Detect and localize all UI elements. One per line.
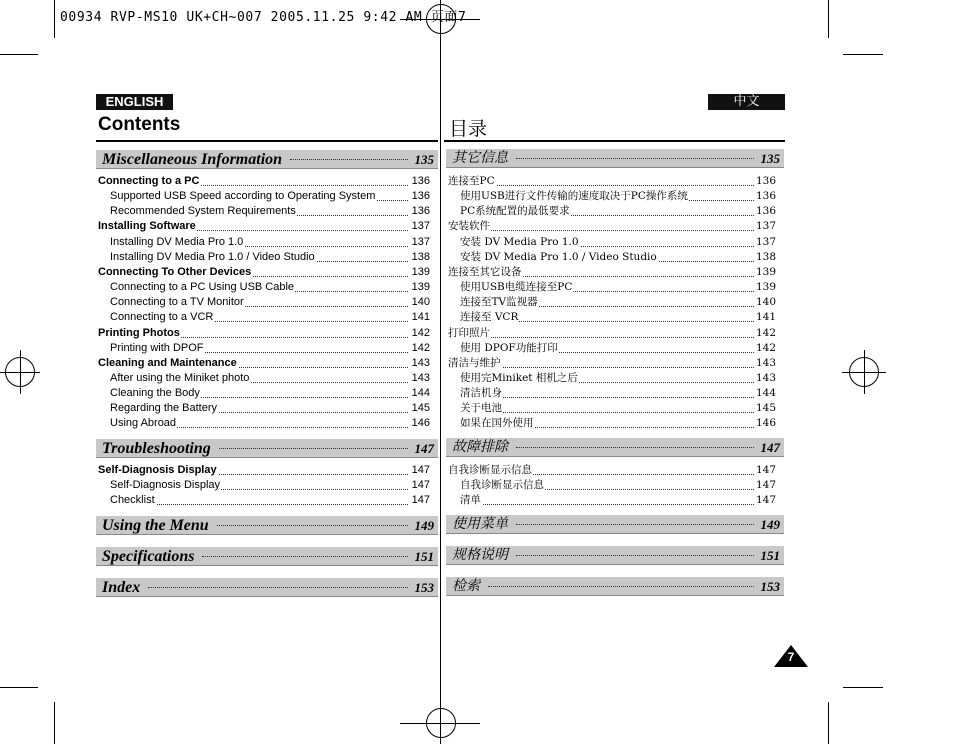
toc-entry-page: 147 bbox=[755, 494, 776, 507]
toc-entry-page: 136 bbox=[411, 175, 430, 187]
section-title: 使用菜单 bbox=[452, 516, 508, 532]
toc-entry-label: 使用USB进行文件传输的速度取决于PC操作系统 bbox=[460, 190, 688, 203]
section-page: 149 bbox=[414, 518, 434, 533]
toc-entry[interactable] bbox=[448, 219, 776, 234]
toc-entry-page: 139 bbox=[755, 265, 776, 278]
toc-entry[interactable] bbox=[110, 295, 430, 310]
toc-entry-page: 141 bbox=[755, 311, 776, 324]
section-page: 147 bbox=[414, 441, 434, 456]
toc-entry-page: 143 bbox=[755, 371, 776, 384]
section-leader-dots bbox=[290, 159, 408, 160]
section-header[interactable] bbox=[96, 439, 438, 458]
toc-entry-page: 145 bbox=[411, 402, 430, 415]
chinese-badge: 中文 bbox=[708, 94, 785, 110]
toc-entry-label: 安装 DV Media Pro 1.0 bbox=[460, 235, 579, 248]
toc-entry-label: 连接至PC bbox=[448, 175, 495, 187]
section-leader-dots bbox=[148, 587, 408, 588]
toc-entry[interactable] bbox=[460, 478, 776, 493]
toc-entry[interactable] bbox=[110, 235, 430, 250]
toc-entry-page: 136 bbox=[755, 205, 776, 218]
toc-entry[interactable] bbox=[460, 401, 776, 416]
print-header: 00934 RVP-MS10 UK+CH~007 2005.11.25 9:42 AM 页面7 bbox=[60, 10, 467, 25]
toc-entry-page: 137 bbox=[755, 220, 776, 233]
toc-entry[interactable] bbox=[460, 310, 776, 325]
toc-entry-label: 使用完Miniket 相机之后 bbox=[460, 371, 578, 384]
toc-entry[interactable] bbox=[110, 250, 430, 265]
section-header[interactable] bbox=[446, 149, 784, 168]
section-leader-dots bbox=[219, 448, 408, 449]
toc-entry-label: 自我诊断显示信息 bbox=[460, 479, 544, 492]
section-header[interactable] bbox=[446, 515, 784, 534]
toc-entry-label: 安装软件 bbox=[448, 220, 490, 233]
toc-entry[interactable] bbox=[110, 401, 430, 416]
toc-entry-page: 141 bbox=[411, 311, 430, 324]
toc-entry-page: 147 bbox=[411, 464, 430, 476]
leader-dots bbox=[460, 504, 754, 505]
section-header[interactable] bbox=[96, 578, 438, 597]
section-page: 147 bbox=[760, 440, 780, 455]
toc-entry-label: 清洁机身 bbox=[460, 387, 502, 400]
toc-entry-label: Self-Diagnosis Display bbox=[110, 479, 221, 492]
toc-entry-label: 关于电池 bbox=[460, 402, 502, 415]
toc-entry-page: 146 bbox=[755, 417, 776, 430]
section-page: 149 bbox=[760, 517, 780, 532]
toc-entry-page: 143 bbox=[411, 356, 430, 369]
toc-entry[interactable] bbox=[448, 356, 776, 371]
toc-entry-label: 使用USB电缆连接至PC bbox=[460, 281, 573, 294]
toc-entry[interactable] bbox=[98, 219, 430, 234]
toc-entry[interactable] bbox=[98, 265, 430, 280]
toc-entry-label: Printing Photos bbox=[98, 326, 180, 339]
toc-entry-label: Cleaning the Body bbox=[110, 387, 200, 400]
leader-dots bbox=[460, 412, 754, 413]
english-title-rule bbox=[96, 140, 438, 142]
section-title: 检索 bbox=[452, 578, 480, 594]
chinese-page-title: 目录 bbox=[449, 118, 488, 140]
toc-entry-label: 打印照片 bbox=[448, 326, 490, 339]
toc-entry-page: 136 bbox=[411, 190, 430, 203]
toc-entry[interactable] bbox=[110, 493, 430, 508]
toc-entry-label: Self-Diagnosis Display bbox=[98, 464, 217, 476]
section-leader-dots bbox=[202, 556, 408, 557]
toc-entry-page: 143 bbox=[755, 356, 776, 369]
toc-entry-page: 142 bbox=[411, 326, 430, 339]
section-header[interactable] bbox=[446, 577, 784, 596]
toc-entry[interactable] bbox=[98, 356, 430, 371]
section-leader-dots bbox=[516, 524, 754, 525]
section-page: 153 bbox=[760, 579, 780, 594]
toc-entry[interactable] bbox=[460, 386, 776, 401]
toc-entry-page: 147 bbox=[411, 479, 430, 492]
section-page: 135 bbox=[760, 151, 780, 166]
toc-entry[interactable] bbox=[110, 310, 430, 325]
toc-entry[interactable] bbox=[460, 235, 776, 250]
toc-entry[interactable] bbox=[460, 416, 776, 431]
toc-entry-page: 140 bbox=[755, 296, 776, 309]
toc-entry-label: Connecting to a PC Using USB Cable bbox=[110, 281, 295, 294]
toc-entry[interactable] bbox=[448, 265, 776, 280]
toc-entry[interactable] bbox=[98, 174, 430, 189]
section-page: 151 bbox=[760, 548, 780, 563]
toc-entry[interactable] bbox=[110, 386, 430, 401]
page-number: 7 bbox=[787, 650, 795, 664]
section-page: 135 bbox=[414, 152, 434, 167]
section-title: 其它信息 bbox=[452, 150, 508, 166]
toc-entry-page: 136 bbox=[411, 205, 430, 218]
toc-entry-page: 147 bbox=[411, 494, 430, 507]
toc-entry-page: 142 bbox=[755, 341, 776, 354]
toc-entry-page: 137 bbox=[411, 235, 430, 248]
toc-entry[interactable] bbox=[460, 189, 776, 204]
toc-entry-label: Supported USB Speed according to Operating System bbox=[110, 190, 376, 203]
chinese-title-rule bbox=[444, 140, 785, 142]
toc-entry-page: 138 bbox=[755, 250, 776, 263]
toc-entry-page: 143 bbox=[411, 371, 430, 384]
toc-entry[interactable] bbox=[110, 478, 430, 493]
toc-entry-label: Installing DV Media Pro 1.0 bbox=[110, 235, 244, 248]
toc-entry[interactable] bbox=[110, 189, 430, 204]
toc-entry[interactable] bbox=[460, 204, 776, 219]
toc-entry-page: 136 bbox=[755, 190, 776, 203]
toc-entry-label: Installing DV Media Pro 1.0 / Video Studio bbox=[110, 250, 315, 263]
toc-entry[interactable] bbox=[110, 280, 430, 295]
toc-entry-page: 138 bbox=[411, 250, 430, 263]
toc-entry[interactable] bbox=[448, 463, 776, 478]
toc-entry-label: 连接至 VCR bbox=[460, 311, 519, 324]
toc-entry-page: 137 bbox=[755, 235, 776, 248]
section-leader-dots bbox=[217, 525, 408, 526]
toc-entry[interactable] bbox=[98, 326, 430, 341]
toc-entry[interactable] bbox=[448, 174, 776, 189]
toc-entry[interactable] bbox=[460, 250, 776, 265]
toc-entry[interactable] bbox=[460, 371, 776, 386]
toc-entry-page: 139 bbox=[755, 281, 776, 294]
section-header[interactable] bbox=[96, 516, 438, 535]
toc-entry-label: Printing with DPOF bbox=[110, 341, 204, 354]
toc-entry-label: Installing Software bbox=[98, 220, 196, 233]
section-header[interactable] bbox=[96, 547, 438, 566]
section-header[interactable] bbox=[96, 150, 438, 169]
toc-entry-label: Connecting to a VCR bbox=[110, 311, 214, 324]
toc-entry-label: 清单 bbox=[460, 494, 481, 507]
section-page: 153 bbox=[414, 580, 434, 595]
section-title: Index bbox=[102, 579, 141, 596]
leader-dots bbox=[460, 397, 754, 398]
toc-entry-page: 139 bbox=[411, 265, 430, 278]
toc-entry-label: Connecting to a PC bbox=[98, 175, 200, 187]
toc-entry-label: Connecting to a TV Monitor bbox=[110, 296, 244, 309]
leader-dots bbox=[448, 337, 754, 338]
toc-entry-page: 147 bbox=[755, 479, 776, 492]
toc-entry-page: 136 bbox=[755, 175, 776, 187]
toc-entry[interactable] bbox=[448, 326, 776, 341]
toc-entry-label: 连接至其它设备 bbox=[448, 265, 522, 278]
toc-entry[interactable] bbox=[460, 341, 776, 356]
section-page: 151 bbox=[414, 549, 434, 564]
section-header[interactable] bbox=[446, 546, 784, 565]
toc-entry-page: 147 bbox=[755, 464, 776, 476]
toc-entry-label: Connecting To Other Devices bbox=[98, 265, 252, 278]
english-badge: ENGLISH bbox=[96, 94, 173, 110]
toc-entry-page: 139 bbox=[411, 281, 430, 294]
toc-entry-page: 146 bbox=[411, 417, 430, 430]
toc-entry-label: Cleaning and Maintenance bbox=[98, 356, 237, 369]
toc-entry-page: 145 bbox=[755, 402, 776, 415]
toc-entry-label: After using the Miniket photo bbox=[110, 371, 250, 384]
toc-entry-label: Recommended System Requirements bbox=[110, 205, 296, 218]
toc-entry-page: 140 bbox=[411, 296, 430, 309]
toc-entry-label: Using Abroad bbox=[110, 417, 177, 430]
toc-entry[interactable] bbox=[110, 416, 430, 431]
toc-entry-label: 连接至TV监视器 bbox=[460, 296, 538, 309]
toc-entry-label: PC系统配置的最低要求 bbox=[460, 205, 570, 218]
section-title: Troubleshooting bbox=[102, 440, 211, 457]
toc-entry-page: 142 bbox=[411, 341, 430, 354]
section-title: 故障排除 bbox=[452, 439, 508, 455]
section-title: Using the Menu bbox=[102, 517, 209, 534]
section-title: Specifications bbox=[102, 548, 195, 565]
section-title: 规格说明 bbox=[452, 547, 508, 563]
section-leader-dots bbox=[516, 555, 754, 556]
toc-entry[interactable] bbox=[110, 371, 430, 386]
section-leader-dots bbox=[516, 447, 754, 448]
leader-dots bbox=[448, 230, 754, 231]
toc-entry[interactable] bbox=[110, 341, 430, 356]
toc-entry[interactable] bbox=[460, 280, 776, 295]
toc-entry-label: Checklist bbox=[110, 494, 155, 507]
section-leader-dots bbox=[488, 586, 754, 587]
toc-entry-page: 144 bbox=[755, 387, 776, 400]
section-leader-dots bbox=[516, 158, 754, 159]
section-title: Miscellaneous Information bbox=[102, 151, 283, 168]
toc-entry-label: 如果在国外使用 bbox=[460, 417, 534, 430]
toc-entry-label: 安装 DV Media Pro 1.0 / Video Studio bbox=[460, 250, 657, 263]
toc-entry-page: 142 bbox=[755, 326, 776, 339]
toc-entry[interactable] bbox=[98, 463, 430, 478]
toc-entry-label: 自我诊断显示信息 bbox=[448, 464, 532, 476]
toc-entry-label: Regarding the Battery bbox=[110, 402, 218, 415]
toc-entry-label: 清洁与维护 bbox=[448, 356, 501, 369]
toc-entry-page: 137 bbox=[411, 220, 430, 233]
english-page-title: Contents bbox=[98, 114, 181, 135]
toc-entry[interactable] bbox=[460, 295, 776, 310]
toc-entry-label: 使用 DPOF功能打印 bbox=[460, 341, 558, 354]
section-header[interactable] bbox=[446, 438, 784, 457]
toc-entry[interactable] bbox=[110, 204, 430, 219]
toc-entry-page: 144 bbox=[411, 387, 430, 400]
toc-entry[interactable] bbox=[460, 493, 776, 508]
